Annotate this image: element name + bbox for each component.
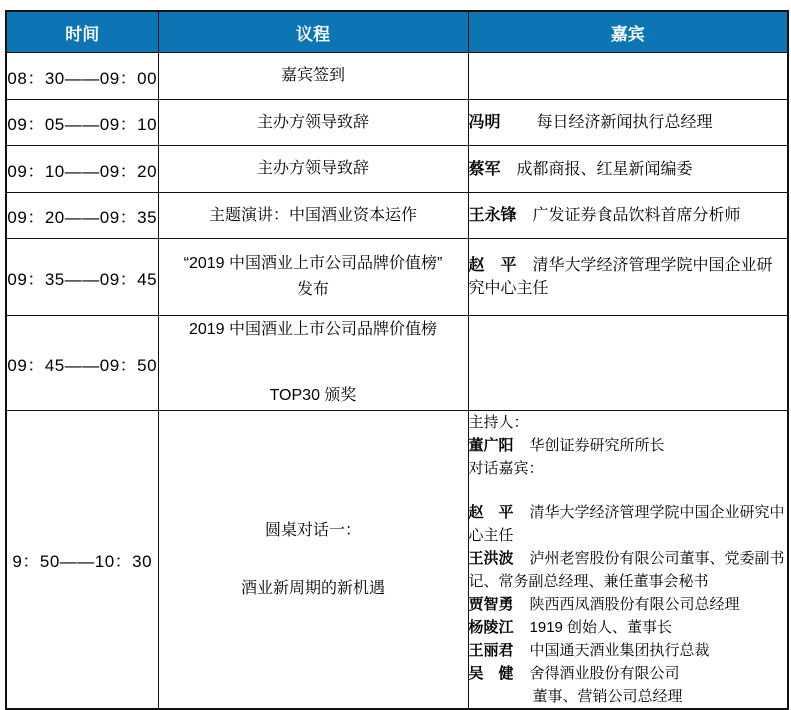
guest-line bbox=[469, 662, 788, 685]
guest-line bbox=[469, 254, 788, 300]
guest-title: 泸州老窖股份有限公司董事、党委副书记、常务副总经理、兼任董事会秘书 bbox=[468, 550, 785, 590]
guest-role-label: 对话嘉宾： bbox=[468, 460, 544, 477]
agenda-cell bbox=[158, 193, 468, 239]
header-guest: 嘉宾 bbox=[468, 11, 788, 53]
agenda-text: 嘉宾签到 bbox=[280, 67, 345, 84]
guest-title: 舍得酒业股份有限公司 bbox=[529, 665, 680, 682]
time-cell: 9：50——10：30 bbox=[6, 411, 158, 710]
guest-line bbox=[469, 457, 788, 480]
time-cell: 08：30——09：00 bbox=[6, 53, 158, 100]
agenda-text: 主题演讲：中国酒业资本运作 bbox=[208, 206, 417, 224]
header-agenda: 议程 bbox=[158, 11, 468, 53]
guest-line bbox=[469, 593, 788, 616]
time-cell: 09：45——09：50 bbox=[6, 316, 158, 411]
guest-line bbox=[469, 639, 788, 662]
blank-line bbox=[469, 480, 788, 501]
guest-cell bbox=[468, 239, 788, 316]
agenda-cell bbox=[158, 100, 468, 146]
guest-cell bbox=[468, 193, 788, 239]
guest-cell bbox=[468, 411, 788, 710]
agenda-text: 圆桌对话一： bbox=[264, 521, 361, 539]
guest-line bbox=[469, 111, 788, 134]
guest-line bbox=[469, 158, 788, 181]
table-row bbox=[6, 53, 788, 100]
guest-line bbox=[469, 547, 788, 593]
guest-name: 冯明 bbox=[468, 114, 501, 131]
table-header-row bbox=[6, 11, 788, 53]
agenda-text: “2019 中国酒业上市公司品牌价值榜” bbox=[183, 255, 443, 272]
table-row bbox=[6, 411, 788, 710]
guest-title: 陕西西凤酒股份有限公司总经理 bbox=[529, 596, 740, 613]
guest-title: 每日经济新闻执行总经理 bbox=[536, 114, 713, 131]
agenda-text: 主办方领导致辞 bbox=[256, 160, 369, 177]
agenda-text: TOP30 颁奖 bbox=[269, 387, 357, 404]
agenda-cell bbox=[158, 411, 468, 710]
time-cell: 09：20——09：35 bbox=[6, 193, 158, 239]
time-cell: 09：35——09：45 bbox=[6, 239, 158, 316]
guest-cell bbox=[468, 146, 788, 193]
agenda-text: 2019 中国酒业上市公司品牌价值榜 bbox=[188, 321, 438, 338]
guest-role-label: 主持人： bbox=[468, 414, 529, 431]
guest-name: 赵 平 bbox=[468, 257, 517, 274]
guest-cell-empty bbox=[468, 316, 788, 411]
time-cell: 09：05——09：10 bbox=[6, 100, 158, 146]
table-row bbox=[6, 316, 788, 411]
guest-name: 王丽君 bbox=[468, 642, 514, 659]
guest-name: 吴 健 bbox=[468, 665, 514, 682]
guest-title: 董事、营销公司总经理 bbox=[532, 688, 683, 705]
table-row bbox=[6, 239, 788, 316]
agenda-cell bbox=[158, 146, 468, 193]
guest-name: 贾智勇 bbox=[468, 596, 514, 613]
table-row bbox=[6, 193, 788, 239]
guest-line bbox=[469, 204, 788, 227]
guest-title: 成都商报、红星新闻编委 bbox=[516, 160, 693, 178]
guest-title: 清华大学经济管理学院中国企业研究中心主任 bbox=[468, 257, 773, 297]
guest-title: 清华大学经济管理学院中国企业研究中心主任 bbox=[468, 504, 785, 544]
agenda-table bbox=[5, 10, 789, 710]
guest-title: 华创证券研究所所长 bbox=[529, 437, 665, 454]
agenda-text: 发布 bbox=[296, 281, 329, 298]
guest-name: 赵 平 bbox=[468, 504, 514, 521]
guest-name: 王洪波 bbox=[468, 550, 514, 567]
guest-name: 蔡军 bbox=[468, 160, 501, 178]
agenda-cell bbox=[158, 239, 468, 316]
agenda-cell bbox=[158, 53, 468, 100]
table-row bbox=[6, 146, 788, 193]
guest-line bbox=[469, 411, 788, 434]
guest-line bbox=[469, 434, 788, 457]
guest-line bbox=[469, 501, 788, 547]
guest-line bbox=[469, 685, 788, 708]
guest-title: 广发证券食品饮料首席分析师 bbox=[532, 207, 741, 224]
guest-cell-empty bbox=[468, 53, 788, 100]
guest-line bbox=[469, 616, 788, 639]
agenda-text: 酒业新周期的新机遇 bbox=[240, 579, 385, 597]
guest-name: 王永锋 bbox=[468, 207, 517, 224]
guest-cell bbox=[468, 100, 788, 146]
guest-name: 杨陵江 bbox=[468, 619, 514, 636]
agenda-cell bbox=[158, 316, 468, 411]
time-cell: 09：10——09：20 bbox=[6, 146, 158, 193]
guest-name: 董广阳 bbox=[468, 437, 514, 454]
table-row bbox=[6, 100, 788, 146]
agenda-text: 主办方领导致辞 bbox=[256, 113, 369, 131]
header-time: 时间 bbox=[6, 11, 158, 53]
guest-title: 1919 创始人、董事长 bbox=[529, 619, 673, 636]
guest-title: 中国通天酒业集团执行总裁 bbox=[529, 642, 710, 659]
